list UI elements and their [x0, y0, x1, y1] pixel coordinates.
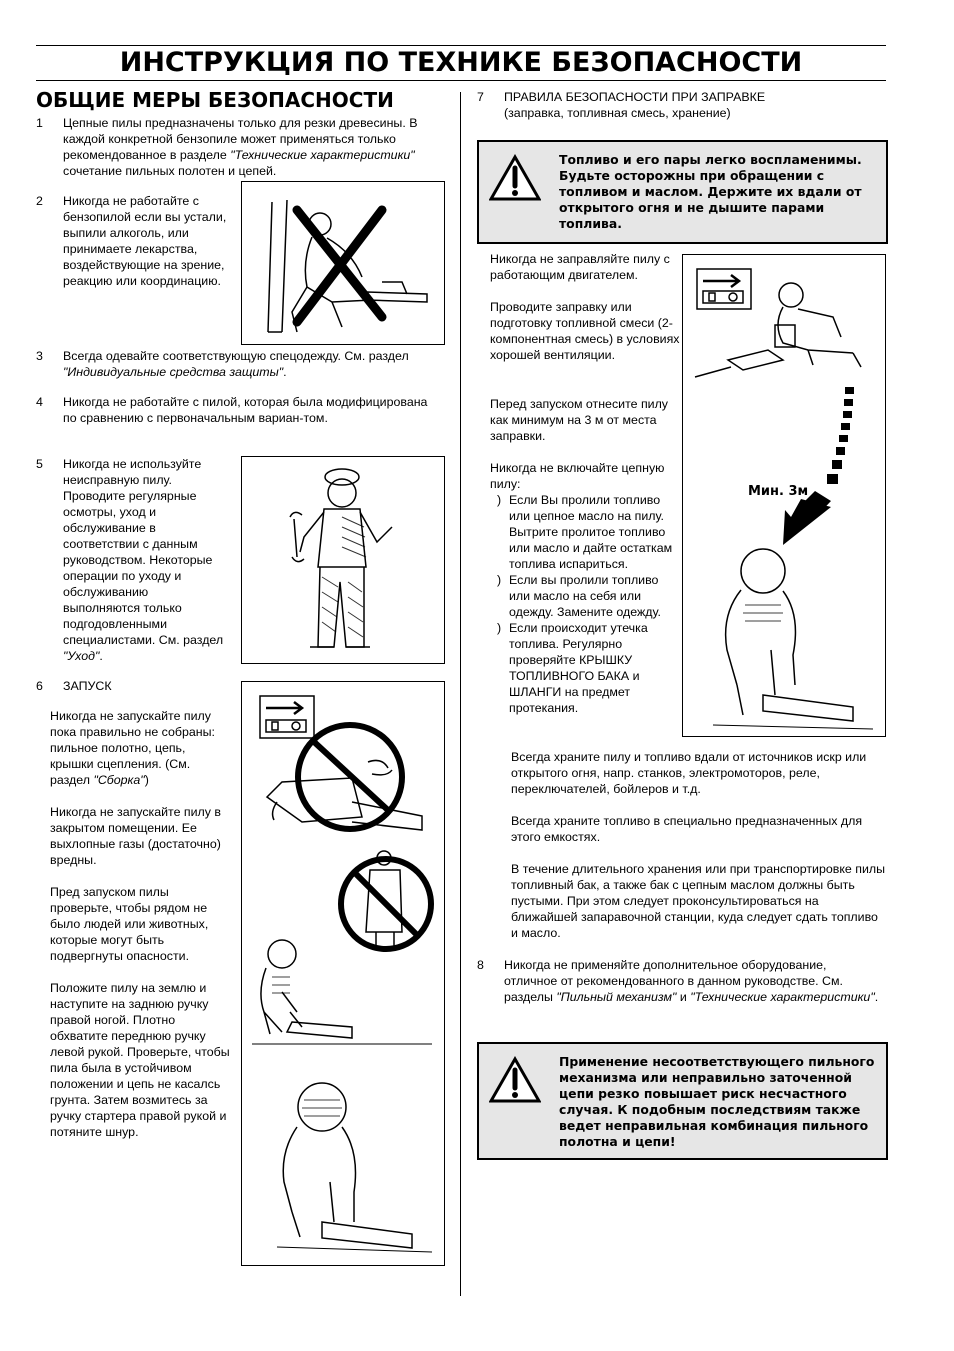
- figure-mechanic-with-wrench: [241, 456, 445, 664]
- chain-warning-text: Применение несоответствующего пильного механизма или неправильно заточенной цепи резко повышает риск несчастного случая. К подобным последствиям также ведет неправильная комбинация пильного полотна и цепи!: [559, 1054, 875, 1149]
- item-7-number: 7: [477, 90, 484, 104]
- warning-triangle-icon: [489, 1056, 541, 1104]
- figure-refuel-distance: [682, 254, 886, 737]
- list-item: ) Если вы пролили топливо или масло на себя или одежду. Замените одежду.: [497, 573, 661, 619]
- item-6-paragraph-2: Никогда не запускайте пилу в закрытом помещении. Ее выхлопные газы (достаточно) вредны.: [50, 805, 222, 867]
- section-heading: ОБЩИЕ МЕРЫ БЕЗОПАСНОСТИ: [36, 88, 394, 112]
- item-7-paragraph-3: Перед запуском отнесите пилу как минимум на 3 м от места заправки.: [490, 397, 668, 443]
- item-6-paragraph-3: Пред запуском пилы проверьте, чтобы рядом не было людей или животных, которые могут быть подвергнуты опасности.: [50, 885, 209, 963]
- item-7-paragraph-7: В течение длительного хранения или при транспортировке пилы топливный бак, а также бак с цепным маслом должны быть пустыми. При этом следует проконсультироваться на ближайшей запаравочной станции, куда следует сдать топливо и масло.: [511, 862, 886, 940]
- item-1-number: 1: [36, 116, 43, 130]
- list-item: ) Если происходит утечка топлива. Регулярно проверяйте КРЫШКУ ТОПЛИВНОГО БАКА и ШЛАНГИ на предмет протекания.: [497, 621, 648, 715]
- list-item: ) Если Вы пролили топливо или цепное масло на пилу. Вытрите пролитое топливо или масло и дайте остаткам топлива испариться.: [497, 493, 673, 571]
- item-6-paragraph-1: Никогда не запускайте пилу пока правильно не собраны: пильное полотно, цепь, крышки сцепления. (См. раздел "Сборка"): [50, 709, 215, 787]
- fuel-warning-text: Топливо и его пары легко воспламенимы. Будьте осторожны при обращении с топливом и маслом. Держите их вдали от открытого огня и не дышите парами топлива.: [559, 152, 862, 231]
- item-6-paragraph-4: Положите пилу на землю и наступите на заднюю ручку правой ногой. Плотно обхватите переднюю ручку левой рукой. Проверьте, чтобы пила была в устойчивом положении и цепь не касалсь грунта. Затем возмитесь за ручку стартера правой рукой и потяните шнур.: [50, 981, 230, 1139]
- item-6-label: ЗАПУСК: [63, 679, 112, 693]
- item-7-label: ПРАВИЛА БЕЗОПАСНОСТИ ПРИ ЗАПРАВКЕ: [504, 90, 766, 104]
- item-2-text: Никогда не работайте с бензопилой если вы устали, выпили алкоголь, или принимаете лекарства, воздействующие на зрение, реакцию или координацию.: [63, 194, 227, 288]
- item-7-paragraph-2: Проводите заправку или подготовку топливной смеси (2-компонентная смесь) в условиях хорошей вентиляции.: [490, 300, 680, 362]
- item-3-number: 3: [36, 349, 43, 363]
- figure-starting-saw: [241, 681, 445, 1266]
- item-7-paragraph-1: Никогда не заправляйте пилу с работающим двигателем.: [490, 252, 670, 282]
- item-5-text: Никогда не используйте неисправную пилу. Проводите регулярные осмотры, уход и обслуживание в соответствии с данным руководством. Некоторые операции по уходу и обслуживанию выполняются только подгодовленными специалистами. См. раздел "Уход".: [63, 457, 224, 663]
- figure-tired-operator: [241, 181, 445, 345]
- warning-triangle-icon: [489, 154, 541, 202]
- item-8-number: 8: [477, 958, 484, 972]
- item-7-paragraph-6: Всегда храните топливо в специально предназначенных для этого емкостях.: [511, 814, 863, 844]
- item-7-paragraph-5: Всегда храните пилу и топливо вдали от источников искр или открытого огня, напр. станков, электромоторов, реле, переключателей, бойлеров и т.д.: [511, 750, 867, 796]
- item-8-text: Никогда не применяйте дополнительное оборудование, отличное от рекомендованного в данном руководстве. См. разделы "Пильный механизм" и "Технические характеристики".: [504, 958, 879, 1004]
- item-4-number: 4: [36, 395, 43, 409]
- item-7-subtitle: (заправка, топливная смесь, хранение): [504, 106, 731, 120]
- item-7-paragraph-4: Никогда не включайте цепную пилу:: [490, 461, 665, 491]
- item-5-number: 5: [36, 457, 43, 471]
- item-4-text: Никогда не работайте с пилой, которая была модифицирована по сравнению с первоначальным вариан-том.: [63, 395, 428, 425]
- item-6-number: 6: [36, 679, 43, 693]
- item-3-text: Всегда одевайте соответствующую спецодежду. См. раздел "Индивидуальные средства защиты".: [63, 349, 409, 379]
- item-1-text: Цепные пилы предназначены только для резки древесины. В каждой конкретной бензопиле может применяться только рекомендованное в разделе "Технические характеристики" сочетание пильных полотен и цепей.: [63, 116, 418, 178]
- fuel-warning-box: [477, 140, 888, 244]
- item-7-bullet-list: [497, 492, 681, 716]
- item-2-number: 2: [36, 194, 43, 208]
- distance-label: Мин. 3м: [748, 484, 809, 499]
- page-title: ИНСТРУКЦИЯ ПО ТЕХНИКЕ БЕЗОПАСНОСТИ: [36, 45, 886, 81]
- column-divider: [460, 92, 461, 1296]
- chain-warning-box: [477, 1042, 888, 1160]
